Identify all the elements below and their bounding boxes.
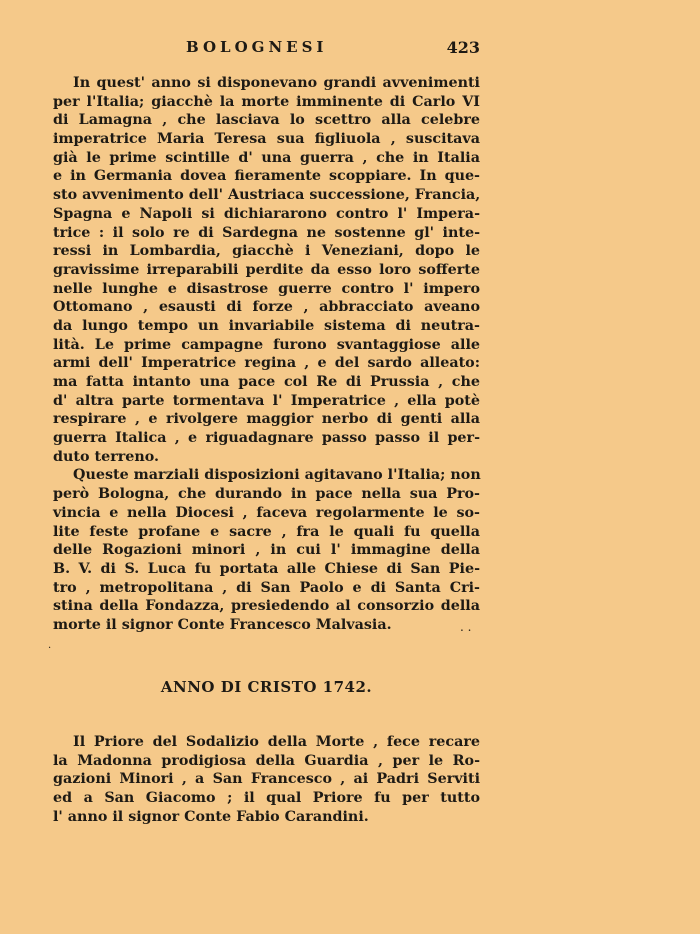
- text-line: Spagna e Napoli si dichiararono contro l' Impera-: [53, 205, 480, 222]
- running-head: [53, 38, 480, 60]
- text-line: Il Priore del Sodalizio della Morte , fece recare: [73, 734, 480, 750]
- text-line: Queste marziali disposizioni agitavano l'Italia; non: [73, 467, 481, 484]
- text-line: duto terreno.: [53, 448, 160, 465]
- text-line: l' anno il signor Conte Fabio Carandini.: [53, 808, 369, 825]
- text-line: In quest' anno si disponevano grandi avvenimenti: [73, 75, 480, 91]
- text-line: morte il signor Conte Francesco Malvasia.: [53, 616, 392, 633]
- text-line: la Madonna prodigiosa della Guardia , per le Ro-: [53, 752, 480, 769]
- text-line: stina della Fondazza, presiedendo al consorzio della: [53, 598, 480, 615]
- text-line: lità. Le prime campagne furono svantaggiose alle: [53, 336, 480, 353]
- text-line: da lungo tempo un invariabile sistema di neutra-: [53, 317, 480, 334]
- text-line: ma fatta intanto una pace col Re di Prussia , che: [53, 374, 480, 390]
- text-line: di Lamagna , che lasciava lo scettro alla celebre: [53, 112, 480, 129]
- page-number: 423: [446, 38, 480, 57]
- text-line: lite feste profane e sacre , fra le quali fu quella: [53, 523, 480, 540]
- stray-mark: .: [48, 640, 52, 651]
- text-line: però Bologna, che durando in pace nella sua Pro-: [53, 486, 480, 503]
- running-title: BOLOGNESI: [186, 38, 328, 56]
- section-heading: ANNO DI CRISTO 1742.: [160, 678, 373, 696]
- text-line: B. V. di S. Luca fu portata alle Chiese di San Pie-: [53, 560, 480, 577]
- text-line: delle Rogazioni minori , in cui l' immagine della: [53, 542, 480, 559]
- text-line: ressi in Lombardia, giacchè i Veneziani, dopo le: [53, 243, 480, 260]
- body-text: [53, 74, 480, 635]
- text-line: nelle lunghe e disastrose guerre contro l' impero: [53, 280, 480, 297]
- text-line: tro , metropolitana , di San Paolo e di Santa Cri-: [53, 579, 480, 596]
- text-line: e in Germania dovea fieramente scoppiare. In que-: [53, 168, 480, 185]
- text-line: guerra Italica , e riguadagnare passo passo il per-: [53, 430, 480, 447]
- text-line: d' altra parte tormentava l' Imperatrice , ella potè: [53, 392, 480, 409]
- text-line: sto avvenimento dell' Austriaca successione, Francia,: [53, 187, 481, 204]
- text-line: respirare , e rivolgere maggior nerbo di genti alla: [53, 411, 480, 428]
- text-line: Ottomano , esausti di forze , abbracciato aveano: [53, 299, 480, 316]
- paragraph-3: [53, 733, 480, 826]
- text-line: imperatrice Maria Teresa sua figliuola , suscitava: [53, 131, 480, 148]
- text-line: gravissime irreparabili perdite da esso loro sofferte: [53, 261, 480, 278]
- text-line: armi dell' Imperatrice regina , e del sardo alleato:: [53, 355, 480, 372]
- stray-dots: . .: [460, 620, 472, 634]
- paragraph-1: [53, 74, 480, 466]
- paragraph-2: [53, 466, 480, 634]
- text-line: trice : il solo re di Sardegna ne sostenne gl' inte-: [53, 224, 480, 241]
- text-line: gazioni Minori , a San Francesco , ai Padri Serviti: [53, 771, 480, 788]
- text-line: per l'Italia; giacchè la morte imminente di Carlo VI: [53, 93, 480, 110]
- text-line: ed a San Giacomo ; il qual Priore fu per tutto: [53, 790, 480, 807]
- text-line: già le prime scintille d' una guerra , che in Italia: [53, 149, 480, 166]
- text-line: vincia e nella Diocesi , faceva regolarmente le so-: [53, 504, 480, 521]
